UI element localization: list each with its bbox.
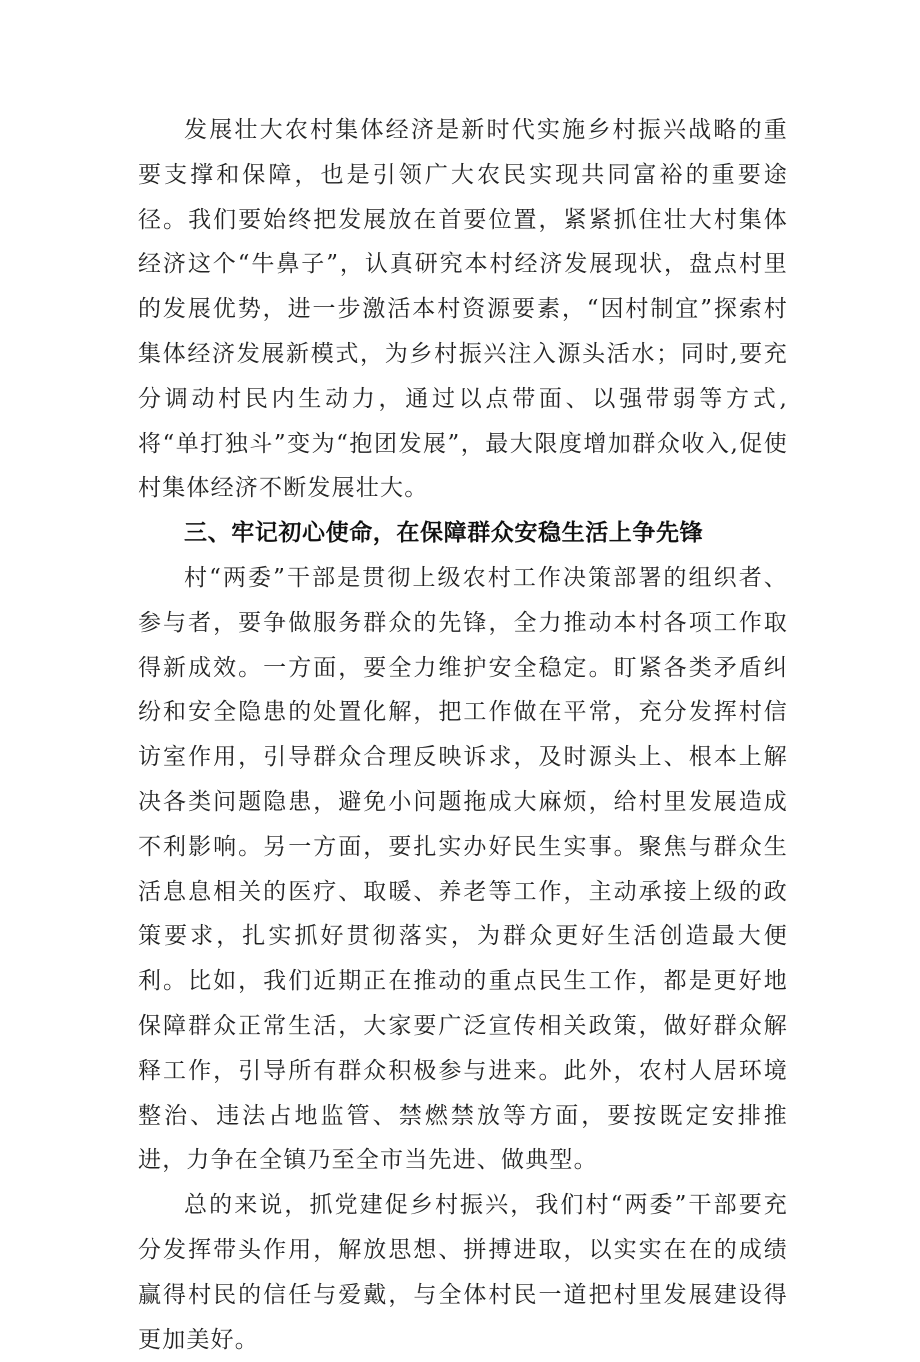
body-paragraph: 总的来说，抓党建促乡村振兴，我们村“两委”干部要充分发挥带头作用，解放思想、拼搏进取，以实实在在的成绩赢得村民的信任与爱戴，与全体村民一道把村里发展建设得更加美好。 <box>138 1192 788 1353</box>
document-body <box>138 108 788 1362</box>
body-paragraph: 村“两委”干部是贯彻上级农村工作决策部署的组织者、参与者，要争做服务群众的先锋，全力推动本村各项工作取得新成效。一方面，要全力维护安全稳定。盯紧各类矛盾纠纷和安全隐患的处置化解，把工作做在平常，充分发挥村信访室作用，引导群众合理反映诉求，及时源头上、根本上解决各类问题隐患，避免小问题拖成大麻烦，给村里发展造成不利影响。另一方面，要扎实办好民生实事。聚焦与群众生活息息相关的医疗、取暖、养老等工作，主动承接上级的政策要求，扎实抓好贯彻落实，为群众更好生活创造最大便利。比如，我们近期正在推动的重点民生工作，都是更好地保障群众正常生活，大家要广泛宣传相关政策，做好群众解释工作，引导所有群众积极参与进来。此外，农村人居环境整治、违法占地监管、禁燃禁放等方面，要按既定安排推进，力争在全镇乃至全市当先进、做典型。 <box>138 564 788 1174</box>
section-heading: 三、牢记初心使命，在保障群众安稳生活上争先锋 <box>184 520 704 547</box>
body-paragraph: 发展壮大农村集体经济是新时代实施乡村振兴战略的重要支撑和保障，也是引领广大农民实现共同富裕的重要途径。我们要始终把发展放在首要位置，紧紧抓住壮大村集体经济这个“牛鼻子”，认真研究本村经济发展现状，盘点村里的发展优势，进一步激活本村资源要素，“因村制宜”探索村集体经济发展新模式，为乡村振兴注入源头活水；同时,要充分调动村民内生动力，通过以点带面、以强带弱等方式,将“单打独斗”变为“抱团发展”，最大限度增加群众收入,促使村集体经济不断发展壮大。 <box>138 117 788 502</box>
